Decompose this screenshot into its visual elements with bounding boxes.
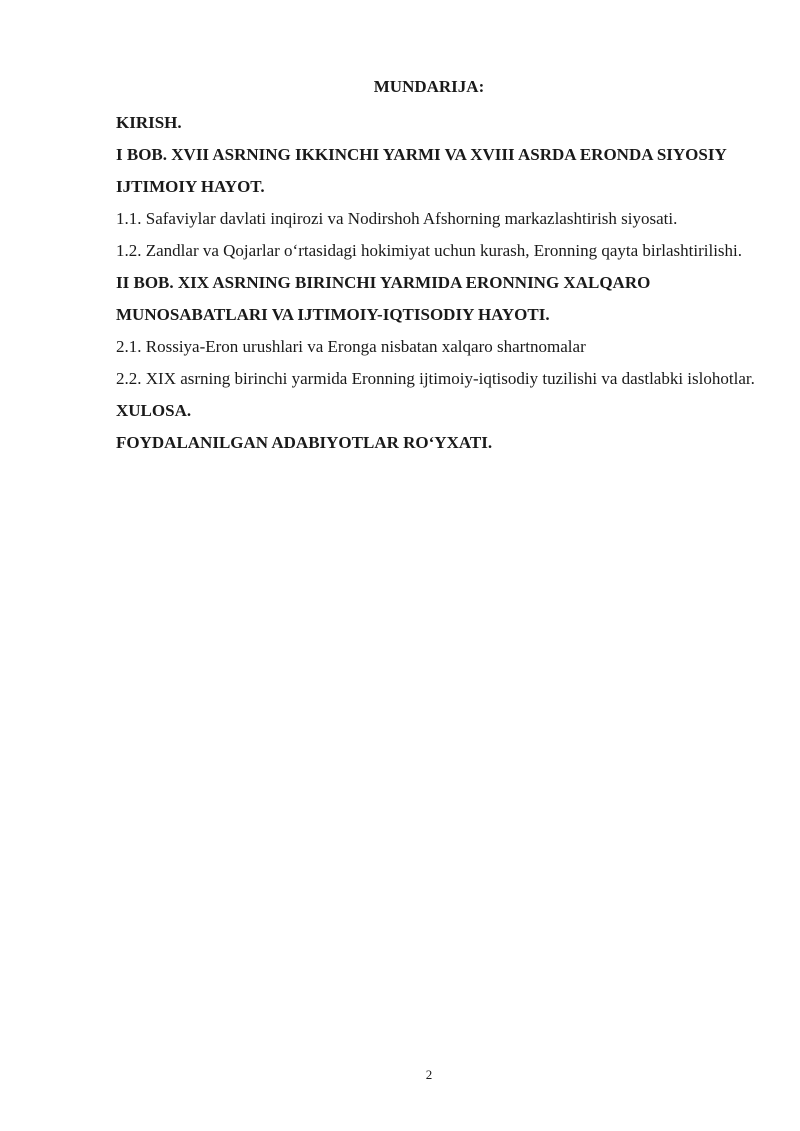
toc-entry-bibliography: FOYDALANILGAN ADABIYOTLAR RO‘YXATI. xyxy=(116,433,493,452)
toc-entry-chapter-1: I BOB. XVII ASRNING IKKINCHI YARMI VA XVIII ASRDA ERONDA SIYOSIY IJTIMOIY HAYOT. xyxy=(116,145,727,196)
toc-entry-conclusion: XULOSA. xyxy=(116,401,192,420)
toc-entry-section-1-1: 1.1. Safaviylar davlati inqirozi va Nodirshoh Afshorning markazlashtirish siyosati. xyxy=(116,209,678,228)
toc-entry-intro: KIRISH. xyxy=(116,113,182,132)
toc-entry-section-2-1: 2.1. Rossiya-Eron urushlari va Eronga nisbatan xalqaro shartnomalar xyxy=(116,337,586,356)
page-number: 2 xyxy=(425,1067,433,1082)
toc-entry-section-1-2: 1.2. Zandlar va Qojarlar o‘rtasidagi hokimiyat uchun kurash, Eronning qayta birlashtirilishi. xyxy=(116,241,743,260)
toc-entry-section-2-2: 2.2. XIX asrning birinchi yarmida Eronning ijtimoiy-iqtisodiy tuzilishi va dastlabki islohotlar. xyxy=(116,369,755,388)
table-of-contents xyxy=(116,107,756,459)
page-title: MUNDARIJA: xyxy=(373,77,485,96)
toc-entry-chapter-2: II BOB. XIX ASRNING BIRINCHI YARMIDA ERONNING XALQARO MUNOSABATLARI VA IJTIMOIY-IQTISODIY HAYOTI. xyxy=(116,273,651,324)
